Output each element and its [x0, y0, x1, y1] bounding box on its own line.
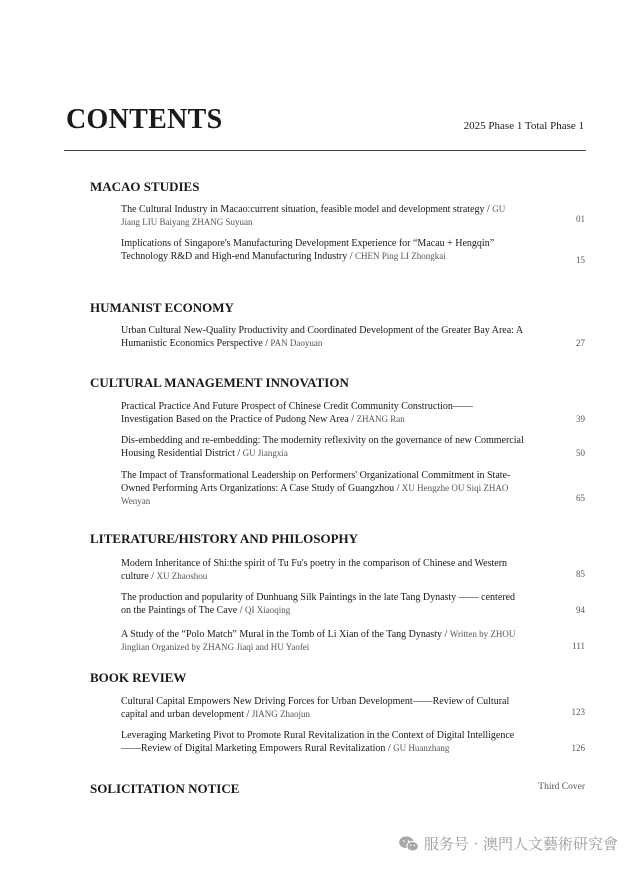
page-number: 123 — [571, 707, 585, 717]
toc-entry[interactable]: Practical Practice And Future Prospect of Chinese Credit Community Construction——Investigation Based on the Practice of Pudong New Area / ZHANG Ran — [121, 401, 473, 425]
page-number: 65 — [576, 493, 585, 503]
entry-title: The Cultural Industry in Macao:current situation, feasible model and development strategy — [121, 204, 485, 215]
entry-author: QI Xiaoqing — [244, 605, 291, 615]
section-title-cultural-management-innovation: CULTURAL MANAGEMENT INNOVATION — [90, 375, 349, 390]
entry-author: JIANG Zhaojun — [251, 709, 311, 719]
toc-entry[interactable]: The Impact of Transformational Leadership on Performers' Organizational Commitment in State-Owned Performing Arts Organizations: A Case Study of Guangzhou / XU Hengzhe OU Siqi ZHAO Wenyan — [121, 470, 511, 506]
section-title-solicitation-notice: SOLICITATION NOTICE — [90, 781, 240, 796]
wechat-icon — [398, 835, 420, 853]
page-number: 94 — [576, 605, 585, 615]
entry-author: XU Hengzhe OU Siqi ZHAO Wenyan — [121, 483, 509, 506]
entry-author: Written by ZHOU Jinglian Organized by ZHANG Jiaqi and HU Yaofei — [121, 629, 516, 652]
toc-entry[interactable]: Modern Inheritance of Shi:the spirit of Tu Fu's poetry in the comparison of Chinese and Western culture / XU Zhaoshou — [121, 558, 508, 582]
header-divider — [64, 150, 586, 151]
entry-title: The production and popularity of Dunhuang Silk Paintings in the late Tang Dynasty —— centered on the Paintings of The Cave — [121, 592, 516, 616]
toc-entry[interactable]: A Study of the “Polo Match” Mural in the Tomb of Li Xian of the Tang Dynasty / Written by ZHOU Jinglian Organized by ZHANG Jiaqi and HU Yaofei — [121, 629, 516, 652]
entry-author: GU Jiang LIU Baiyang ZHANG Suyuan — [121, 204, 506, 227]
toc-entry[interactable]: Dis-embedding and re-embedding: The modernity reflexivity on the governance of new Commercial Housing Residential District / GU Jiangxia — [121, 435, 524, 459]
entry-author: PAN Daoyuan — [270, 338, 323, 348]
entry-title: A Study of the “Polo Match” Mural in the Tomb of Li Xian of the Tang Dynasty — [121, 629, 442, 640]
section-title-literature-history-philosophy: LITERATURE/HISTORY AND PHILOSOPHY — [90, 531, 359, 546]
toc-entry[interactable]: Urban Cultural New-Quality Productivity and Coordinated Development of the Greater Bay Area: A Humanistic Economics Perspective / PAN Daoyuan — [121, 325, 523, 349]
entry-title: Implications of Singapore's Manufacturing Development Experience for “Macau + Hengqin” Technology R&D and High-end Manufacturing Industry — [121, 238, 495, 262]
entry-title: Modern Inheritance of Shi:the spirit of Tu Fu's poetry in the comparison of Chinese and Western culture — [121, 558, 508, 582]
toc-entry[interactable]: Implications of Singapore's Manufacturing Development Experience for “Macau + Hengqin” Technology R&D and High-end Manufacturing Industry / CHEN Ping LI Zhongkai — [121, 238, 495, 262]
page-number: 01 — [576, 214, 585, 224]
watermark-text: 服务号 · 澳門人文藝術研究會 — [423, 835, 618, 853]
entry-title: Urban Cultural New-Quality Productivity and Coordinated Development of the Greater Bay Area: A Humanistic Economics Perspective — [121, 325, 523, 349]
toc-entry[interactable]: The Cultural Industry in Macao:current situation, feasible model and development strategy / GU Jiang LIU Baiyang ZHANG Suyuan — [121, 204, 506, 227]
page-number: 85 — [576, 569, 585, 579]
entry-author: ZHANG Ran — [356, 414, 405, 424]
watermark — [398, 834, 618, 854]
entry-author: GU Huanzhang — [393, 743, 450, 753]
page-number: 15 — [576, 255, 585, 265]
entry-title: Dis-embedding and re-embedding: The modernity reflexivity on the governance of new Commercial Housing Residential District — [121, 435, 524, 459]
solicitation-page-label: Third Cover — [538, 782, 585, 792]
section-title-macao-studies: MACAO STUDIES — [90, 179, 200, 194]
entry-title: Practical Practice And Future Prospect of Chinese Credit Community Construction——Investigation Based on the Practice of Pudong New Area — [121, 401, 473, 425]
entry-title: Leveraging Marketing Pivot to Promote Rural Revitalization in the Context of Digital Intelligence——Review of Digital Marketing Empowers Rural Revitalization — [121, 730, 515, 754]
issue-label: 2025 Phase 1 Total Phase 1 — [463, 120, 584, 132]
page-number: 27 — [576, 338, 585, 348]
page-number: 50 — [576, 448, 585, 458]
toc-entry[interactable]: Cultural Capital Empowers New Driving Forces for Urban Development——Review of Cultural capital and urban development / JIANG Zhaojun — [121, 696, 510, 720]
page-number: 39 — [576, 414, 585, 424]
page-number: 126 — [571, 743, 585, 753]
page-title: CONTENTS — [66, 104, 223, 135]
toc-entry[interactable]: The production and popularity of Dunhuang Silk Paintings in the late Tang Dynasty —— centered on the Paintings of The Cave / QI Xiaoqing — [121, 592, 516, 616]
entry-title: The Impact of Transformational Leadership on Performers' Organizational Commitment in State-Owned Performing Arts Organizations: A Case Study of Guangzhou — [121, 470, 511, 494]
entry-title: Cultural Capital Empowers New Driving Forces for Urban Development——Review of Cultural capital and urban development — [121, 696, 510, 720]
entry-author: GU Jiangxia — [242, 448, 288, 458]
section-title-humanist-economy: HUMANIST ECONOMY — [90, 300, 234, 315]
page-number: 111 — [572, 641, 585, 651]
toc-entry[interactable]: Leveraging Marketing Pivot to Promote Rural Revitalization in the Context of Digital Intelligence——Review of Digital Marketing Empowers Rural Revitalization / GU Huanzhang — [121, 730, 515, 754]
entry-author: CHEN Ping LI Zhongkai — [354, 251, 446, 261]
section-title-book-review: BOOK REVIEW — [90, 670, 187, 685]
entry-author: XU Zhaoshou — [156, 571, 208, 581]
